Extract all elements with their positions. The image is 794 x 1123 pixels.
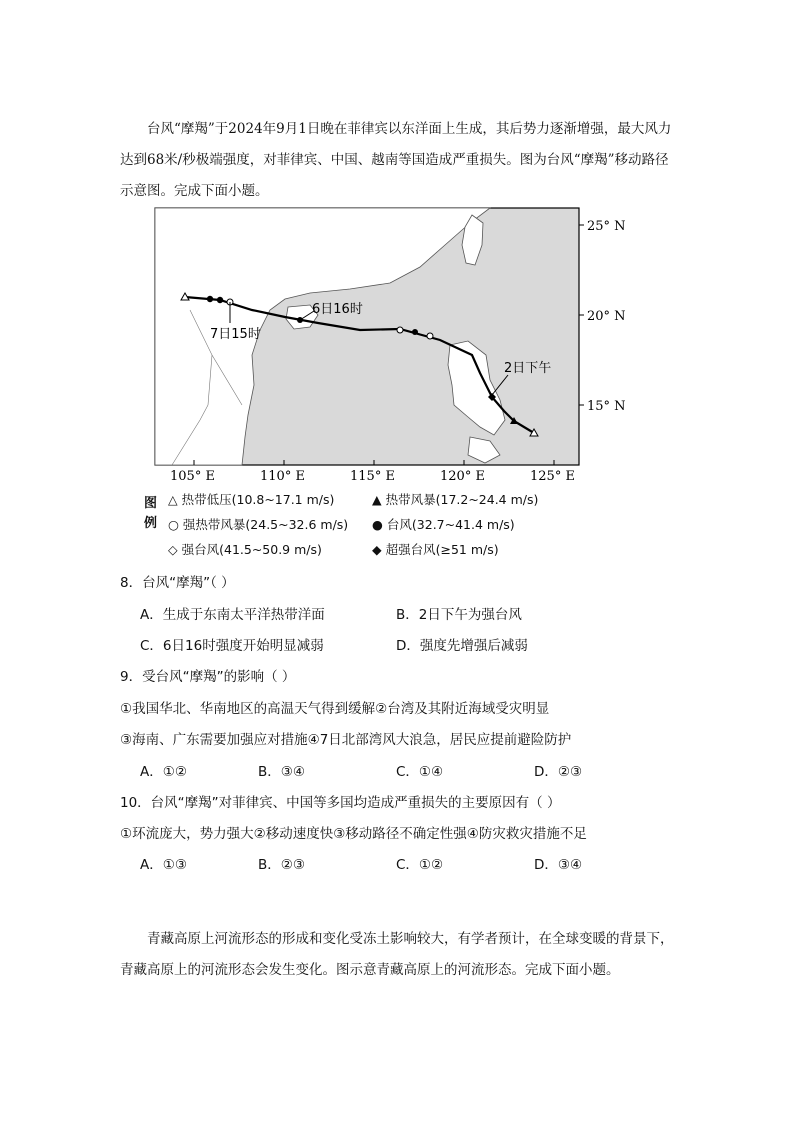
legend-label: 热带低压(10.8~17.1 m/s) [181,492,335,507]
intro-paragraph-plateau-rivers: 青藏高原上河流形态的形成和变化受冻土影响较大，有学者预计，在全球变暖的背景下，青藏高原上的河流形态会发生变化。图示意青藏高原上的河流形态。完成下面小题。 [120,930,674,978]
legend-item-tropical-depression [168,490,334,508]
legend-item-severe-typhoon [168,540,322,558]
question-9-option-a[interactable]: A．①② [140,764,187,780]
circle-outline-icon: ○ [168,517,179,532]
annotation-6d16h: 6日16时 [312,302,363,317]
question-9-option-b[interactable]: B．③④ [258,764,305,780]
intro-paragraph-typhoon: 台风“摩羯”于2024年9月1日晚在菲律宾以东洋面上生成，其后势力逐渐增强，最大风力达到68米/秒极端强度，对菲律宾、中国、越南等国造成严重损失。图为台风“摩羯”移动路径示意图。完成下面小题。 [120,120,672,199]
legend-label: 强热带风暴(24.5~32.6 m/s) [182,517,349,532]
lat-label: 15° N [587,399,626,414]
legend-item-super-typhoon [372,540,499,558]
question-10-statement-line: ①环流庞大，势力强大②移动速度快③移动路径不确定性强④防灾救灾措施不足 [120,826,587,842]
diamond-filled-icon: ◆ [372,542,382,557]
legend-label: 超强台风(≥51 m/s) [385,542,499,557]
annotation-7d15h: 7日15时 [210,327,261,342]
legend-label: 台风(32.7~41.4 m/s) [386,517,515,532]
lon-label: 125° E [530,469,575,484]
question-9-option-d[interactable]: D．②③ [534,764,583,780]
question-8-option-c[interactable]: C．6日16时强度开始明显减弱 [140,638,324,654]
lon-label: 110° E [260,469,305,484]
legend-item-tropical-storm [372,490,538,508]
circle-filled-icon: ● [372,517,383,532]
map-legend [144,486,564,566]
annotation-2d-afternoon: 2日下午 [504,361,552,376]
question-9-statement-line-2: ③海南、广东需要加强应对措施④7日北部湾风大浪急，居民应提前避险防护 [120,732,572,748]
legend-item-severe-tropical-storm [168,515,348,533]
legend-label: 热带风暴(17.2~24.4 m/s) [385,492,539,507]
question-8-stem: 8．台风“摩羯”（ ） [120,575,235,591]
lat-label: 25° N [587,219,626,234]
map-svg [150,205,630,485]
question-10-option-d[interactable]: D．③④ [534,857,583,873]
legend-item-typhoon [372,515,515,533]
lat-label: 20° N [587,309,626,324]
question-9-option-c[interactable]: C．①④ [396,764,444,780]
track-point-severe-tropical-storm [397,327,403,333]
track-point-severe-tropical-storm [427,333,433,339]
lon-label: 105° E [170,469,215,484]
triangle-filled-icon: ▲ [372,492,382,507]
typhoon-track-map [150,205,630,485]
question-8-option-a[interactable]: A．生成于东南太平洋热带洋面 [140,607,325,623]
legend-label: 强台风(41.5~50.9 m/s) [181,542,322,557]
lon-label: 120° E [440,469,485,484]
question-8-option-d[interactable]: D．强度先增强后减弱 [396,638,528,654]
track-point-typhoon [217,297,223,303]
track-point-typhoon [207,296,213,302]
question-10-option-b[interactable]: B．②③ [258,857,305,873]
track-point-typhoon [412,329,418,335]
triangle-outline-icon: △ [168,492,178,507]
legend-title: 图例 [144,496,158,531]
question-10-option-c[interactable]: C．①② [396,857,444,873]
question-10-option-a[interactable]: A．①③ [140,857,187,873]
question-9-statement-line-1: ①我国华北、华南地区的高温天气得到缓解②台湾及其附近海域受灾明显 [120,701,550,717]
lon-label: 115° E [350,469,395,484]
diamond-outline-icon: ◇ [168,542,178,557]
question-10-stem: 10．台风“摩羯”对菲律宾、中国等多国均造成严重损失的主要原因有（ ） [120,795,561,811]
question-9-stem: 9．受台风“摩羯”的影响（ ） [120,669,296,685]
question-8-option-b[interactable]: B．2日下午为强台风 [396,607,522,623]
